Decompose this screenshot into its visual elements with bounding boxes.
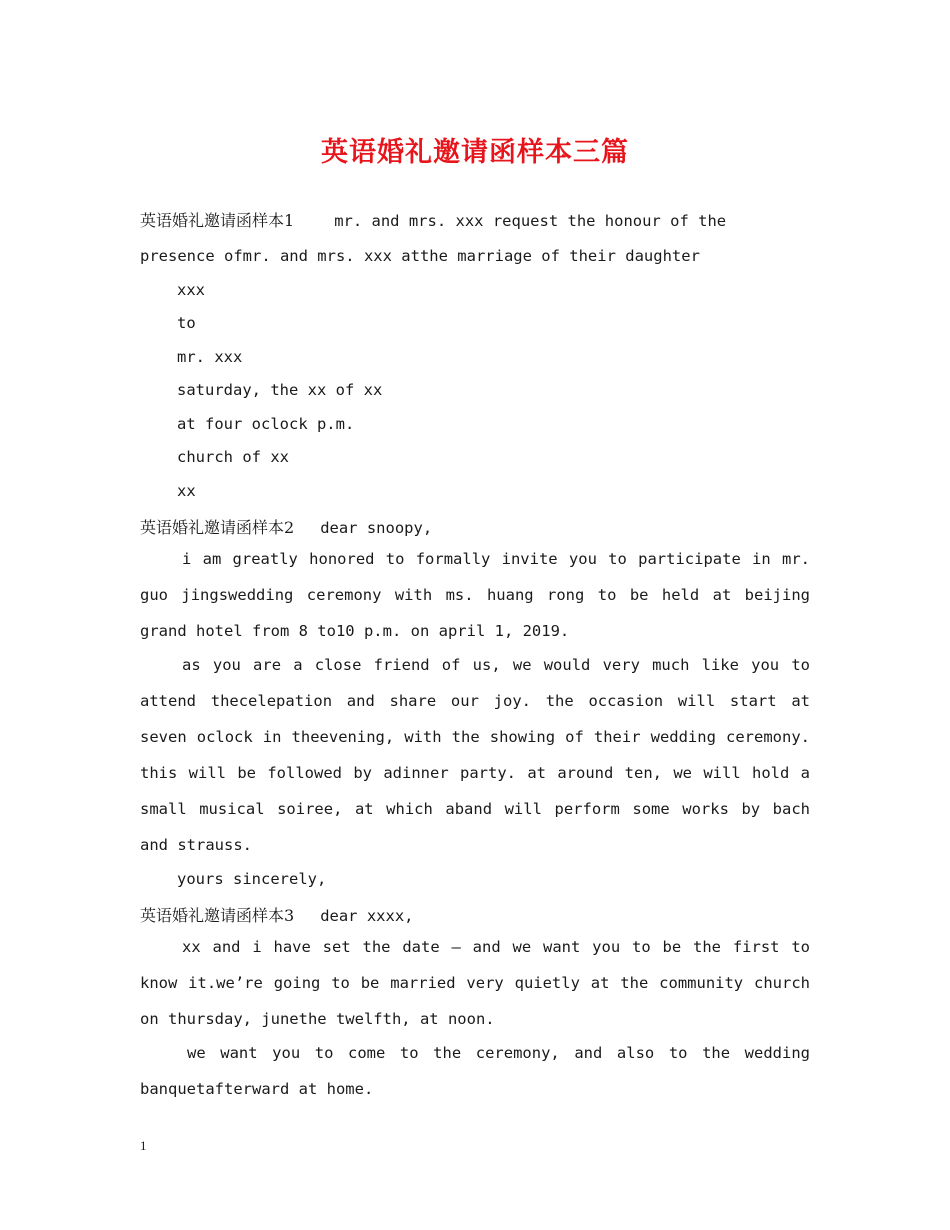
sample1-lead: mr. and mrs. xxx request the honour of the [334, 212, 727, 230]
sample1-line-6: church of xx [177, 448, 289, 466]
sample3-heading: 英语婚礼邀请函样本3 [140, 906, 295, 925]
sample3-paragraph-2: we want you to come to the ceremony, and also to the wedding banquetafterward at home. [140, 1044, 810, 1098]
sample1-line-3: mr. xxx [177, 348, 243, 366]
sample2-paragraph-2: as you are a close friend of us, we would very much like you to attend thecelepation and share our joy. the occasion will start at seven oclock in theevening, with the showing of their wedding ceremony. this will be followed by adinner party. at around ten, we will hold a small musical soiree, at which aband will perform some works by bach and strauss. [140, 656, 810, 854]
page-number: 1 [140, 1138, 147, 1153]
sample1-heading: 英语婚礼邀请函样本1 [140, 211, 295, 230]
sample3-heading-row [140, 903, 414, 926]
sample3-greeting: dear xxxx, [320, 907, 414, 925]
sample2-closing: yours sincerely, [177, 870, 327, 888]
sample2-paragraph-1: i am greatly honored to formally invite you to participate in mr. guo jingswedding ceremony with ms. huang rong to be held at beijing grand hotel from 8 to10 p.m. on april 1, 2019. [140, 550, 810, 640]
sample1-line-5: at four oclock p.m. [177, 415, 355, 433]
sample2-heading-row [140, 515, 432, 538]
document-title: 英语婚礼邀请函样本三篇 [321, 137, 629, 168]
sample1-line-1: xxx [177, 281, 205, 299]
sample1-line-7: xx [177, 482, 196, 500]
sample1-line-4: saturday, the xx of xx [177, 381, 383, 399]
sample3-paragraph-1: xx and i have set the date — and we want you to be the first to know it.we’re going to be married very quietly at the community church on thursday, junethe twelfth, at noon. [140, 938, 810, 1028]
sample1-intro [140, 203, 810, 239]
sample1-line-2: to [177, 314, 196, 332]
sample1-lead-continued: presence ofmr. and mrs. xxx atthe marriage of their daughter [140, 247, 700, 265]
sample2-greeting: dear snoopy, [320, 519, 433, 537]
sample2-heading: 英语婚礼邀请函样本2 [140, 518, 295, 537]
